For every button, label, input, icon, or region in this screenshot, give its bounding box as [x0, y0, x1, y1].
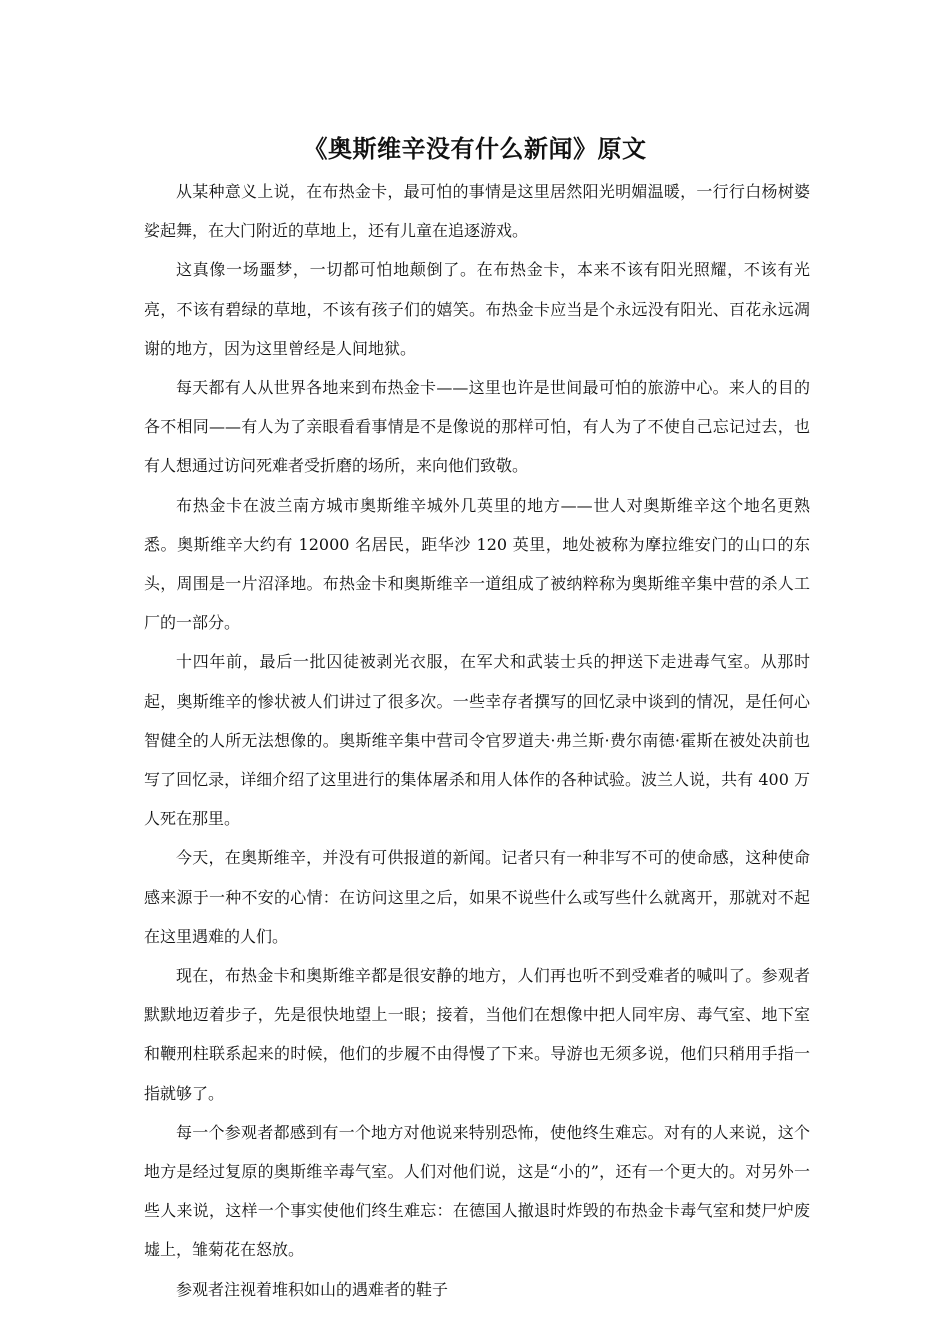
document-title: 《奥斯维辛没有什么新闻》原文	[303, 134, 647, 163]
paragraph-7: 现在，布热金卡和奥斯维辛都是很安静的地方，人们再也听不到受难者的喊叫了。参观者默默地迈着步子，先是很快地望上一眼；接着，当他们在想像中把人同牢房、毒气室、地下室和鞭刑柱联系起来的时候，他们的步履不由得慢了下来。导游也无须多说，他们只稍用手指一指就够了。	[144, 966, 810, 1103]
paragraph-2: 这真像一场噩梦，一切都可怕地颠倒了。在布热金卡，本来不该有阳光照耀，不该有光亮，不该有碧绿的草地，不该有孩子们的嬉笑。布热金卡应当是个永远没有阳光、百花永远凋谢的地方，因为这里曾经是人间地狱。	[144, 260, 810, 358]
paragraph-9: 参观者注视着堆积如山的遇难者的鞋子	[176, 1279, 449, 1299]
paragraph-8: 每一个参观者都感到有一个地方对他说来特别恐怖，使他终生难忘。对有的人来说，这个地方是经过复原的奥斯维辛毒气室。人们对他们说，这是“小的”，还有一个更大的。对另外一些人来说，这样一个事实使他们终生难忘：在德国人撤退时炸毁的布热金卡毒气室和焚尸炉废墟上，雏菊花在怒放。	[144, 1122, 810, 1260]
paragraph-5: 十四年前，最后一批囚徒被剥光衣服，在军犬和武装士兵的押送下走进毒气室。从那时起，奥斯维辛的惨状被人们讲过了很多次。一些幸存者撰写的回忆录中谈到的情况，是任何心智健全的人所无法想像的。奥斯维辛集中营司令官罗道夫·弗兰斯·费尔南德·霍斯在被处决前也写了回忆录，详细介绍了这里进行的集体屠杀和用人体作的各种试验。波兰人说，共有 400 万人死在那里。	[144, 652, 810, 829]
document-body	[144, 172, 810, 1309]
paragraph-4: 布热金卡在波兰南方城市奥斯维辛城外几英里的地方——世人对奥斯维辛这个地名更熟悉。奥斯维辛大约有 12000 名居民，距华沙 120 英里，地处被称为摩拉维安门的山口的东头，周围是一片沼泽地。布热金卡和奥斯维辛一道组成了被纳粹称为奥斯维辛集中营的杀人工厂的一部分。	[144, 495, 810, 633]
paragraph-3: 每天都有人从世界各地来到布热金卡——这里也许是世间最可怕的旅游中心。来人的目的各不相同——有人为了亲眼看看事情是不是像说的那样可怕，有人为了不使自己忘记过去，也有人想通过访问死难者受折磨的场所，来向他们致敬。	[144, 378, 810, 476]
paragraph-6: 今天，在奥斯维辛，并没有可供报道的新闻。记者只有一种非写不可的使命感，这种使命感来源于一种不安的心情：在访问这里之后，如果不说些什么或写些什么就离开，那就对不起在这里遇难的人们。	[144, 848, 810, 946]
paragraph-1: 从某种意义上说，在布热金卡，最可怕的事情是这里居然阳光明媚温暖，一行行白杨树婆娑起舞，在大门附近的草地上，还有儿童在追逐游戏。	[144, 182, 810, 241]
